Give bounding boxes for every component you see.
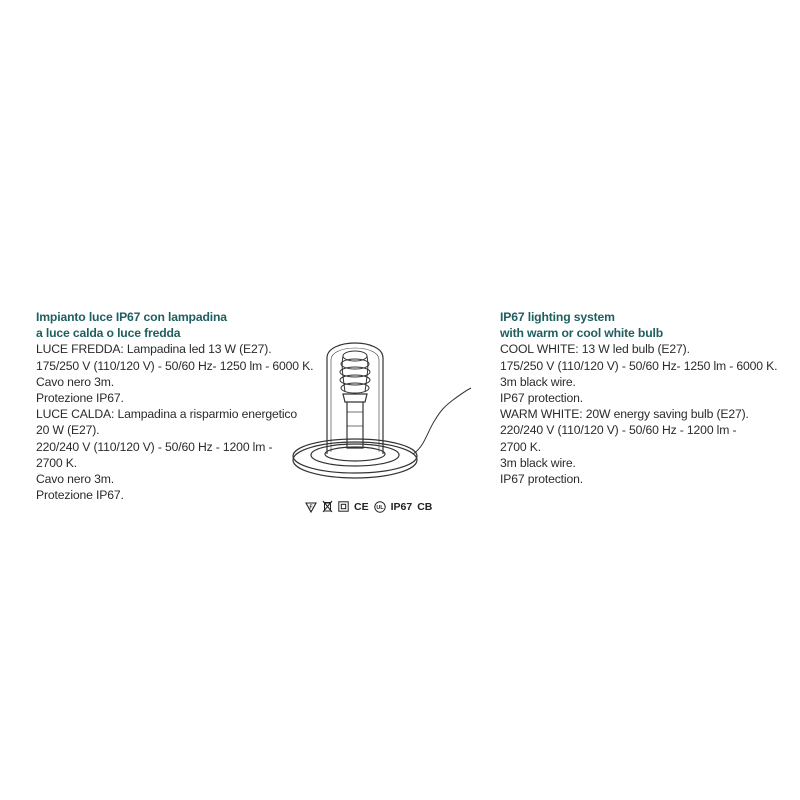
power-cable bbox=[413, 388, 471, 454]
bulb-socket bbox=[347, 402, 363, 448]
italian-title-line-1: Impianto luce IP67 con lampadina bbox=[36, 310, 227, 324]
italian-line: LUCE CALDA: Lampadina a risparmio energetico bbox=[36, 407, 297, 422]
english-line: IP67 protection. bbox=[500, 391, 583, 406]
svg-text:UL: UL bbox=[375, 504, 384, 511]
italian-line: 175/250 V (110/120 V) - 50/60 Hz- 1250 lm - 6000 K. bbox=[36, 358, 314, 373]
italian-line: Protezione IP67. bbox=[36, 391, 124, 406]
english-title-line-1: IP67 lighting system bbox=[500, 310, 615, 324]
english-line: 3m black wire. bbox=[500, 455, 576, 470]
english-line: COOL WHITE: 13 W led bulb (E27). bbox=[500, 342, 690, 357]
double-insulation-icon bbox=[338, 501, 349, 512]
spiral-bulb bbox=[340, 351, 370, 393]
italian-line: LUCE FREDDA: Lampadina led 13 W (E27). bbox=[36, 342, 272, 357]
weee-bin-icon bbox=[322, 500, 333, 513]
english-line: IP67 protection. bbox=[500, 472, 583, 487]
english-line: 3m black wire. bbox=[500, 374, 576, 389]
ul-mark-icon bbox=[374, 501, 386, 513]
italian-line: 220/240 V (110/120 V) - 50/60 Hz - 1200 lm - bbox=[36, 439, 273, 454]
italian-description bbox=[36, 309, 314, 503]
ce-mark-icon: CE bbox=[354, 500, 369, 513]
lamp-drawing bbox=[285, 336, 485, 486]
ip67-label: IP67 bbox=[390, 500, 413, 513]
english-line: WARM WHITE: 20W energy saving bulb (E27). bbox=[500, 407, 749, 422]
italian-line: Protezione IP67. bbox=[36, 488, 124, 503]
italian-line: Cavo nero 3m. bbox=[36, 472, 114, 487]
bulb-neck bbox=[343, 394, 367, 402]
italian-line: 2700 K. bbox=[36, 455, 77, 470]
english-line: 175/250 V (110/120 V) - 50/60 Hz- 1250 lm - 6000 K. bbox=[500, 358, 778, 373]
base-plate-center bbox=[325, 447, 385, 461]
english-line: 220/240 V (110/120 V) - 50/60 Hz - 1200 lm - bbox=[500, 423, 737, 438]
glass-dome bbox=[327, 343, 383, 454]
english-title-line-2: with warm or cool white bulb bbox=[500, 326, 664, 341]
f-mark-icon bbox=[305, 501, 317, 513]
svg-text:F: F bbox=[309, 504, 313, 510]
cb-label: CB bbox=[417, 500, 433, 513]
certification-marks bbox=[305, 500, 432, 513]
english-description bbox=[500, 309, 780, 487]
glass-dome-inner bbox=[331, 348, 379, 452]
italian-line: 20 W (E27). bbox=[36, 423, 100, 438]
italian-title-line-2: a luce calda o luce fredda bbox=[36, 326, 181, 341]
italian-line: Cavo nero 3m. bbox=[36, 374, 114, 389]
english-line: 2700 K. bbox=[500, 439, 541, 454]
